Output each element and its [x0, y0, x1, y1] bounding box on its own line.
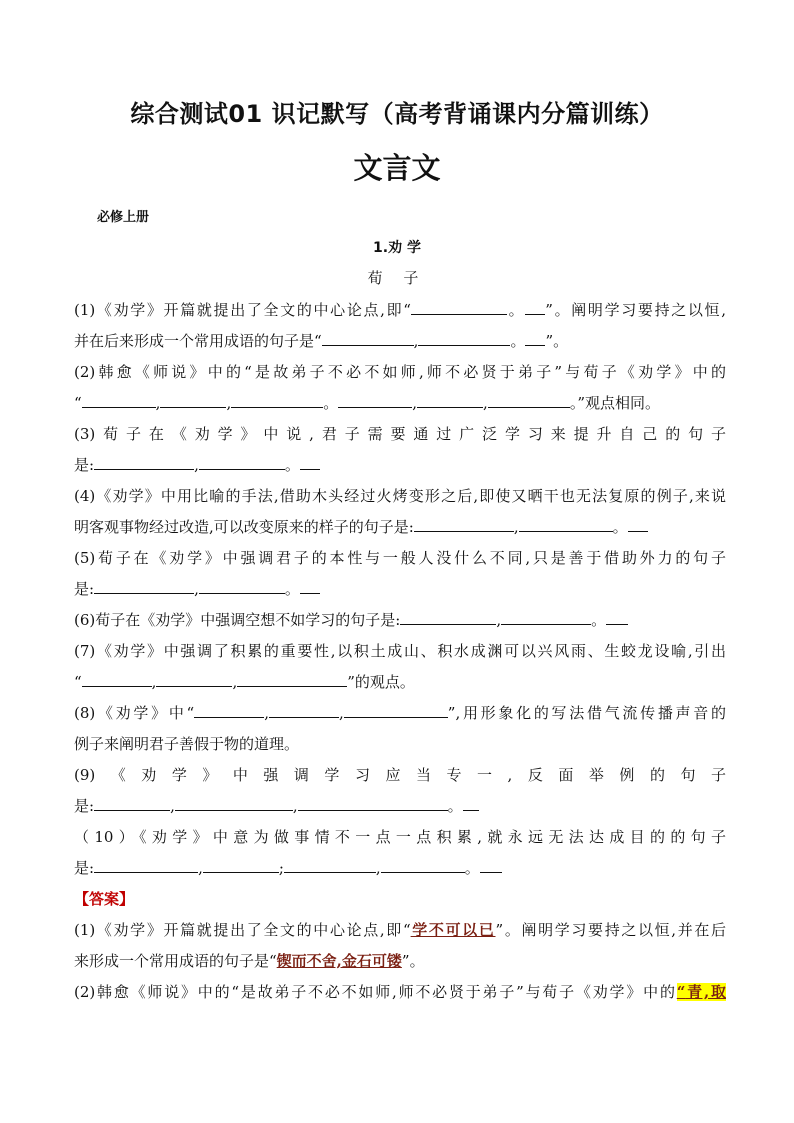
question-3-line-2: 是: , 。: [74, 450, 726, 481]
fill-blank[interactable]: [284, 854, 376, 873]
question-9-line-1: (9)《劝学》中强调学习应当专一,反面举例的句子: [74, 766, 726, 784]
fill-blank[interactable]: [418, 327, 510, 346]
fill-blank[interactable]: [269, 699, 339, 718]
answer-2-line-1: (2)韩愈《师说》中的“是故弟子不必不如师,师不必贤于弟子”与荀子《劝学》中的“青,取: [74, 983, 726, 1001]
fill-blank[interactable]: [322, 327, 414, 346]
question-4-line-1: (4)《劝学》中用比喻的手法,借助木头经过火烤变形之后,即使又晒干也无法复原的例子,来说: [74, 487, 726, 505]
fill-blank[interactable]: [628, 513, 648, 532]
fill-blank[interactable]: [488, 389, 570, 408]
fill-blank[interactable]: [94, 451, 194, 470]
question-2-line-2: “ , , 。 , , 。”观点相同。: [74, 388, 726, 419]
lesson-author: 荀 子: [367, 269, 427, 287]
answer-text: 锲而不舍,金石可镂: [276, 952, 402, 970]
fill-blank[interactable]: [417, 389, 483, 408]
question-5-line-2: 是: , 。: [74, 574, 726, 605]
question-8-line-2: 例子来阐明君子善假于物的道理。: [74, 735, 300, 753]
fill-blank[interactable]: [199, 575, 285, 594]
question-10-line-1: （10）《劝学》中意为做事情不一点一点积累,就永远无法达成目的的句子: [74, 828, 726, 846]
fill-blank[interactable]: [94, 575, 194, 594]
fill-blank[interactable]: [300, 451, 320, 470]
fill-blank[interactable]: [237, 668, 347, 687]
fill-blank[interactable]: [175, 792, 293, 811]
answer-1-line-2: 来形成一个常用成语的句子是“锲而不舍,金石可镂”。: [74, 952, 425, 970]
fill-blank[interactable]: [82, 668, 152, 687]
question-6-line-1: (6)荀子在《劝学》中强调空想不如学习的句子是: , 。: [74, 605, 726, 636]
page-title: 综合测试01 识记默写（高考背诵课内分篇训练）: [130, 100, 664, 128]
fill-blank[interactable]: [94, 854, 198, 873]
question-10-line-2: 是: , ; , 。: [74, 853, 726, 884]
question-list: [74, 295, 726, 1008]
highlighted-answer: “青,取: [676, 983, 726, 1001]
fill-blank[interactable]: [160, 389, 226, 408]
fill-blank[interactable]: [525, 296, 545, 315]
fill-blank[interactable]: [344, 699, 448, 718]
fill-blank[interactable]: [338, 389, 412, 408]
fill-blank[interactable]: [463, 792, 479, 811]
question-7-line-1: (7)《劝学》中强调了积累的重要性,以积土成山、积水成渊可以兴风雨、生蛟龙设喻,引出: [74, 642, 726, 660]
fill-blank[interactable]: [606, 606, 628, 625]
fill-blank[interactable]: [203, 854, 279, 873]
answer-heading: 【答案】: [74, 890, 135, 908]
fill-blank[interactable]: [381, 854, 465, 873]
fill-blank[interactable]: [82, 389, 156, 408]
lesson-title: 1.劝 学: [373, 240, 421, 256]
fill-blank[interactable]: [231, 389, 323, 408]
question-3-line-1: (3)荀子在《劝学》中说,君子需要通过广泛学习来提升自己的句子: [74, 425, 726, 443]
fill-blank[interactable]: [94, 792, 170, 811]
question-2-line-1: (2)韩愈《师说》中的“是故弟子不必不如师,师不必贤于弟子”与荀子《劝学》中的: [74, 363, 726, 381]
fill-blank[interactable]: [414, 513, 514, 532]
question-4-line-2: 明客观事物经过改造,可以改变原来的样子的句子是: , 。: [74, 512, 726, 543]
fill-blank[interactable]: [156, 668, 232, 687]
question-1-line-2: 并在后来形成一个常用成语的句子是“ , 。 ”。: [74, 326, 726, 357]
fill-blank[interactable]: [400, 606, 496, 625]
fill-blank[interactable]: [300, 575, 320, 594]
question-1-line-1: (1)《劝学》开篇就提出了全文的中心论点,即“ 。 ”。阐明学习要持之以恒,: [74, 295, 726, 326]
fill-blank[interactable]: [525, 327, 545, 346]
fill-blank[interactable]: [298, 792, 448, 811]
fill-blank[interactable]: [194, 699, 264, 718]
question-5-line-1: (5)荀子在《劝学》中强调君子的本性与一般人没什么不同,只是善于借助外力的句子: [74, 549, 726, 567]
fill-blank[interactable]: [519, 513, 613, 532]
fill-blank[interactable]: [411, 296, 507, 315]
fill-blank[interactable]: [480, 854, 502, 873]
answer-text: 学不可以已: [410, 921, 496, 939]
page-subtitle: 文言文: [353, 151, 441, 185]
fill-blank[interactable]: [199, 451, 285, 470]
answer-1-line-1: (1)《劝学》开篇就提出了全文的中心论点,即“学不可以已”。阐明学习要持之以恒,并在后: [74, 921, 726, 939]
fill-blank[interactable]: [501, 606, 591, 625]
question-9-line-2: 是: , , 。: [74, 791, 726, 822]
question-8-line-1: (8)《劝学》中“ , , ”,用形象化的写法借气流传播声音的: [74, 698, 726, 729]
section-label: 必修上册: [97, 210, 150, 225]
question-7-line-2: “ , , ”的观点。: [74, 667, 726, 698]
